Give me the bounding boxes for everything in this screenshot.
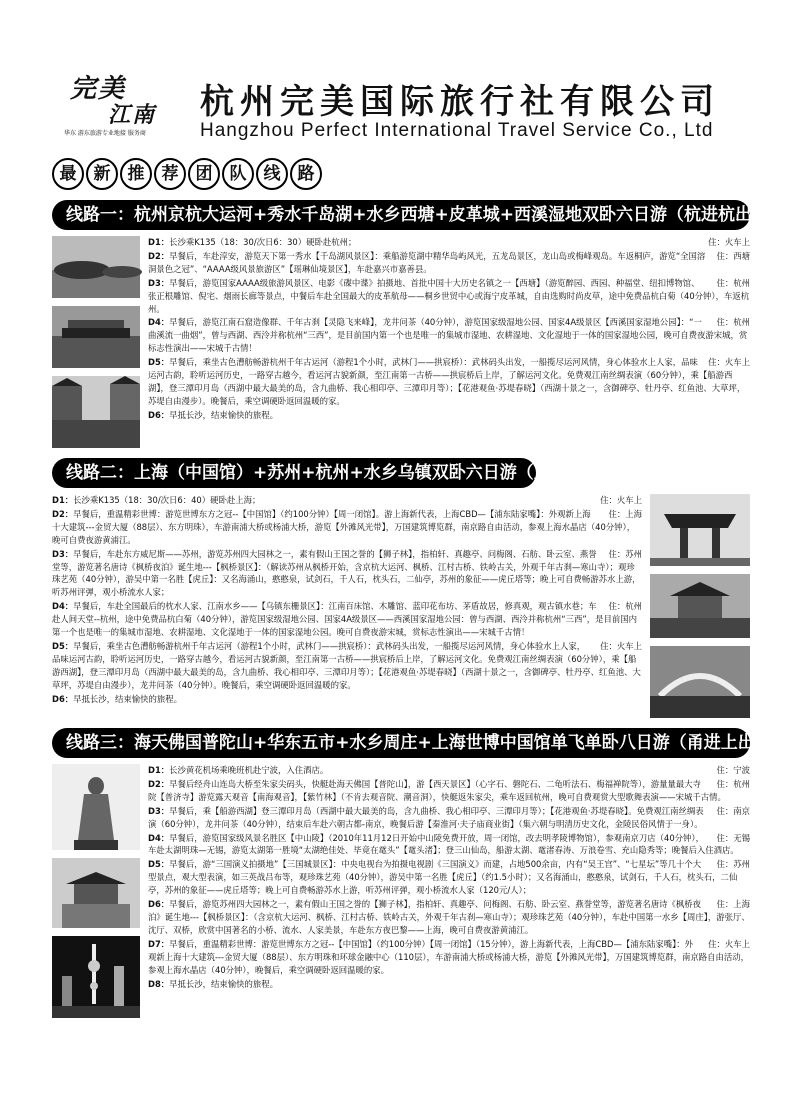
logo-top-text: 完美 [70, 74, 127, 104]
day-text: 早餐后，乘坐古色漕舫畅游杭州千年古运河（游程1个小时，武林门——拱宸桥）：武林码头出发，一船揽尽运河风情，身心体验水上人家，品味运河古韵，聆听运河历史，一路穿古越今，看运河古貌新颜，至江南第一古桥——拱宸桥后上岸，了解运河文化。免费观江南丝绸表演（60分钟），乘【船游西湖】，登三潭印月岛（西湖中最大最美的岛，含九曲桥、我心相印亭、三潭印月等）；【花港观鱼·苏堤春晓】（西湖十景之一，含御碑亭、牡丹亭、红鱼池、大草坪，苏堤自由漫步）。晚餐后，乘空调硬卧返回温暖的家。 [148, 357, 746, 406]
day-label: D6： [52, 693, 74, 704]
day-text: 早餐后，车赴淳安，游览天下第一秀水【千岛湖风景区】：乘船游览湖中精华岛屿风光，五龙岛景区，龙山岛或梅峰观岛。车返桐庐，游览“全国溶洞景色之冠”、“AAAA级风景旅游区”【瑶琳仙境景区】，车赴嘉兴市嘉善县。 [148, 250, 706, 274]
logo-tagline: 华东 游东旅游专业地接 服务商 [64, 130, 146, 137]
day-stay: 住：火车上 [600, 640, 642, 651]
china-pavilion-photo [650, 494, 750, 566]
day-text: 早餐后，车赴东方威尼斯——苏州，游览苏州四大园林之一，素有假山王国之誉的【狮子林】，指柏轩、真趣亭、问梅阁、石舫、卧云室、燕誉堂等，游览著名唐诗《枫桥夜泊》诞生地---【枫桥景区】：（解读苏州从枫桥开始，含京杭大运河、枫桥、江村古桥、铁岭古关，外观千年古刹—寒山寺）；观珍珠艺苑（40分钟），游吴中第一名胜【虎丘】：又名海涌山，憨憨泉，试剑石，千人石，枕头石，二仙亭，苏州的象征——虎丘塔等；晚上可自费畅游苏水上游，听苏州评弹，观小桥流水人家； [52, 548, 641, 598]
day-label: D4： [148, 832, 170, 843]
day-stay: 住：西塘 [716, 250, 750, 261]
mausoleum-photo [52, 858, 140, 928]
water-town-photo [52, 376, 140, 448]
day-label: D1： [148, 237, 170, 247]
day-text: 早餐后，重温精彩世博：游览世博东方之冠--【中国馆】（约100分钟）【周一闭馆】。游上海新代表，上海CBD—【浦东陆家嘴】：外观新上海十大建筑---金贸大厦（88层）、东方明珠），车游南浦大桥或杨浦大桥，游览【外滩风光带】，万国建筑博览群，南京路自由活动，参观上海水晶店（40分钟），晚可自费夜游黄浦江。 [52, 508, 636, 545]
route-2 [52, 494, 750, 718]
route-3 [52, 764, 750, 1018]
day-label: D3： [148, 805, 170, 816]
day-stay: 住：上海 [716, 899, 750, 910]
recommend-heading [52, 158, 750, 190]
itinerary-day [52, 494, 642, 507]
itinerary-day [52, 693, 642, 706]
day-stay: 住：杭州 [608, 601, 642, 612]
day-stay: 住：上海 [608, 508, 642, 519]
itinerary-day [148, 858, 750, 897]
header [52, 44, 750, 144]
logo-bottom-text: 江南 [108, 102, 157, 128]
recommend-char: 路 [290, 158, 322, 190]
garden-pavilion-photo [650, 574, 750, 638]
day-text: 早餐后，乘坐古色漕舫畅游杭州千年古运河（游程1个小时，武林门——拱宸桥）：武林码头出发，一船揽尽运河风情，身心体验水上人家，品味运河古韵，聆听运河历史，一路穿古越今，看运河古貌新颜，至江南第一古桥——拱宸桥后上岸，了解运河文化。免费观江南丝绸表演（60分钟），乘【船游西湖】，登三潭印月岛（西湖中最大最美的岛，含九曲桥、我心相印亭、三潭印月等）；【花港观鱼·苏堤春晓】（西湖十景之一，含御碑亭、牡丹亭、红鱼池、大草坪，苏堤自由漫步），龙井问茶（40分钟）。晚餐后，乘空调硬卧返回温暖的家。 [52, 640, 641, 690]
day-label: D3： [148, 277, 170, 288]
day-text: 早餐后，游览江南石窟造像群、千年古刹【灵隐飞来峰】，龙井问茶（40分钟），游览国家级湿地公园、国家4A级景区【西溪国家湿地公园】：“一曲溪流一曲烟”，曾与西湖、西泠并称杭州“三西”，是目前国内第一个也是唯一的集城市湿地、农耕湿地、文化湿地于一体的国家湿地公园，晚可自费夜游宋城，赏标志性演出——宋城千古情！ [148, 317, 748, 354]
recommend-char: 最 [52, 158, 84, 190]
day-stay: 住：杭州 [716, 317, 750, 328]
day-text: 长沙乘K135（18：30/次日6：40）硬卧赴上海； [73, 495, 261, 505]
company-name-cn: 杭州完美国际旅行社有限公司 [200, 82, 720, 122]
company-logo [64, 66, 182, 144]
day-label: D6： [148, 409, 170, 420]
stone-bridge-photo [650, 646, 750, 718]
day-text: 早抵长沙，结束愉快的旅程。 [169, 978, 279, 989]
day-stay: 住：杭州 [716, 778, 750, 789]
day-label: D2： [148, 250, 170, 261]
lake-boat-photo [52, 306, 140, 368]
day-text: 早餐后，重温精彩世博：游览世博东方之冠--【中国馆】（约100分钟）【周一闭馆】（15分钟），游上海新代表，上海CBD—【浦东陆家嘴】：外观新上海十大建筑---金贸大厦（88层）、东方明珠和环球金融中心（110层），车游南浦大桥或杨浦大桥，游览【外滩风光带】，万国建筑博览群，南京路自由活动，参观上海水晶店（40分钟），晚餐后，乘空调硬卧返回温暖的家。 [148, 938, 749, 975]
route-1-photos [52, 236, 140, 448]
day-label: D5： [148, 357, 170, 368]
day-label: D3： [52, 548, 74, 559]
route-3-itinerary [148, 764, 750, 1018]
day-stay: 住：火车上 [708, 357, 750, 368]
day-label: D1： [52, 495, 74, 505]
itinerary-day [148, 236, 750, 249]
day-stay: 住：苏州 [608, 548, 642, 559]
day-text: 早餐后，游览苏州四大园林之一，素有假山王国之誉的【狮子林】，指柏轩、真趣亭、问梅阁、石舫、卧云室、燕誉堂等，游览著名唐诗《枫桥夜泊》诞生地---【枫桥景区】：（含京杭大运河、枫桥、江村古桥、铁岭古关，外观千年古刹—寒山寺）；观珍珠艺苑（40分钟），车赴中国第一水乡【周庄】，游张厅、沈厅、双桥，欣赏中国著名的小桥、流水、人家美景，车赴东方夜巴黎——上海，晚可自费夜游黄浦江。 [148, 899, 750, 935]
day-label: D6： [148, 899, 170, 910]
itinerary-day [148, 778, 750, 804]
recommend-char: 团 [188, 158, 220, 190]
route-2-title: 线路二：上海（中国馆）+苏州+杭州+水乡乌镇双卧六日游（上进杭出） [52, 458, 536, 488]
day-label: D5： [52, 640, 74, 651]
day-text: 早餐后，车赴全国最后的枕水人家、江南水乡——【乌镇东栅景区】：江南百床馆、木雕馆、蓝印花布坊、茅盾故居，修真观，观古镇水巷；车赴人间天堂--杭州，途中免费品杭白菊（40分钟），游览国家级湿地公园、国家4A级景区——西溪国家湿地公园：曾与西湖、西泠并称杭州“三西”，是目前国内第一个也是唯一的集城市湿地、农耕湿地、文化湿地于一体的国家湿地公园。晚可自费夜游宋城，赏标志性演出——宋城千古情！ [52, 601, 637, 638]
day-text: 长沙黄花机场乘晚班机赴宁波，入住酒店。 [169, 765, 329, 775]
itinerary-day [52, 640, 642, 692]
day-text: 早餐后，乘【船游西湖】登三潭印月岛（西湖中最大最美的岛，含九曲桥、我心相印亭、三潭印月等）；【花港观鱼·苏堤春晓】。免费观江南丝绸表演（60分钟），龙井问茶（40分钟），结束后车赴六朝古都-南京，晚餐后游【秦淮河·夫子庙商业街】（集六朝与明清历史文化，金陵民俗风情于一身）。 [148, 805, 704, 829]
day-stay: 住：苏州 [716, 859, 750, 870]
shanghai-skyline-photo [52, 936, 140, 1018]
day-label: D2： [52, 508, 74, 519]
itinerary-day [148, 250, 750, 276]
itinerary-day [148, 832, 750, 858]
day-text: 早餐后，游“三国演义拍摄地”【三国城景区】：中央电视台为拍摄电视剧《三国演义》而建，占地500余亩，内有“吴王宫”、“七星坛”等几十个大型景点，观大型表演，如三英战吕布等，观珍珠艺苑（40分钟），游吴中第一名胜【虎丘】（约1.5小时）；又名海涌山，憨憨泉，试剑石，千人石，枕头石，二仙亭，苏州的象征——虎丘塔等；晚上可自费畅游苏水上游，听苏州评弹，观小桥流水人家（120元/人）； [148, 859, 738, 896]
route-2-photos [650, 494, 750, 718]
day-stay: 住：宁波 [716, 765, 750, 775]
itinerary-day [148, 356, 750, 408]
itinerary-day [148, 898, 750, 937]
itinerary-day [52, 508, 642, 547]
day-text: 早餐后，游览国家级风景名胜区【中山陵】（2010年11月12日开始中山陵免费开放，周一闭馆，改去明孝陵博物馆），参观南京刀店（40分钟），车赴太湖明珠—无锡，游览太湖第一胜境“太湖绝佳处、毕竟在鼋头”【鼋头渚】；登三山仙岛，船游太湖、鼋渚春涛、万浪卷雪、充山隐秀等；晚餐后入住酒店。 [148, 832, 739, 856]
day-stay: 住：火车上 [708, 237, 750, 247]
itinerary-day [148, 316, 750, 355]
itinerary-day [148, 409, 750, 422]
day-stay: 住：火车上 [708, 938, 750, 949]
route-1-itinerary [148, 236, 750, 448]
lake-islands-photo [52, 236, 140, 298]
day-stay: 住：无锡 [716, 832, 750, 843]
day-label: D1： [148, 765, 170, 775]
day-text: 早抵长沙，结束愉快的旅程。 [73, 693, 183, 704]
day-text: 早餐后经舟山连岛大桥至朱家尖码头，快艇赴海天佛国【普陀山】，游【西天景区】（心字石、磐陀石、二龟听法石、梅福禅院等），游量量最大寺院【普济寺】游览露天观音【南海观音】，【紫竹林】（不肯去观音院、潮音洞），快艇返朱家尖，乘车返回杭州，晚可自费观赏大型歌舞表演——宋城千古情。 [148, 778, 726, 802]
day-stay: 住：南京 [716, 805, 750, 816]
route-1 [52, 236, 750, 448]
day-stay: 住：火车上 [600, 495, 642, 505]
day-text: 长沙乘K135（18：30/次日6：30）硬卧赴杭州； [169, 237, 357, 247]
itinerary-day [148, 938, 750, 977]
route-3-photos [52, 764, 140, 1018]
route-3-title: 线路三：海天佛国普陀山+华东五市+水乡周庄+上海世博中国馆单飞单卧八日游（甬进上出） [52, 728, 750, 758]
day-label: D4： [148, 317, 170, 328]
recommend-char: 推 [120, 158, 152, 190]
day-text: 早抵长沙，结束愉快的旅程。 [169, 409, 279, 420]
itinerary-day [148, 805, 750, 831]
company-name-en: Hangzhou Perfect International Travel Service Co., Ltd [200, 120, 714, 141]
recommend-char: 队 [222, 158, 254, 190]
day-label: D5： [148, 859, 170, 870]
day-label: D2： [148, 778, 170, 789]
day-label: D4： [52, 601, 74, 612]
day-text: 早餐后，游览国家AAAA级旅游风景区、电影《碟中谍》拍摄地、首批中国十大历史名镇之一【西塘】（游览醉园、西园、种福堂、纽扣博物馆、张正根雕馆、倪宅、烟雨长廊等景点，中餐后车赴全国最大的皮革航母——桐乡世贸中心或海宁皮革城，自由选购时尚皮草，途中免费品杭白菊（40分钟），车返杭州。 [148, 277, 750, 314]
day-label: D7： [148, 938, 170, 949]
itinerary-day [52, 548, 642, 600]
guanyin-statue-photo [52, 764, 140, 850]
recommend-char: 新 [86, 158, 118, 190]
recommend-char: 荐 [154, 158, 186, 190]
route-2-itinerary [52, 494, 642, 718]
day-stay: 住：杭州 [716, 277, 750, 288]
route-1-title: 线路一：杭州京杭大运河+秀水千岛湖+水乡西塘+皮革城+西溪湿地双卧六日游（杭进杭出） [52, 200, 750, 230]
itinerary-day [148, 978, 750, 991]
itinerary-day [148, 277, 750, 316]
itinerary-day [148, 764, 750, 777]
itinerary-day [52, 600, 642, 639]
recommend-char: 线 [256, 158, 288, 190]
day-label: D8： [148, 978, 170, 989]
